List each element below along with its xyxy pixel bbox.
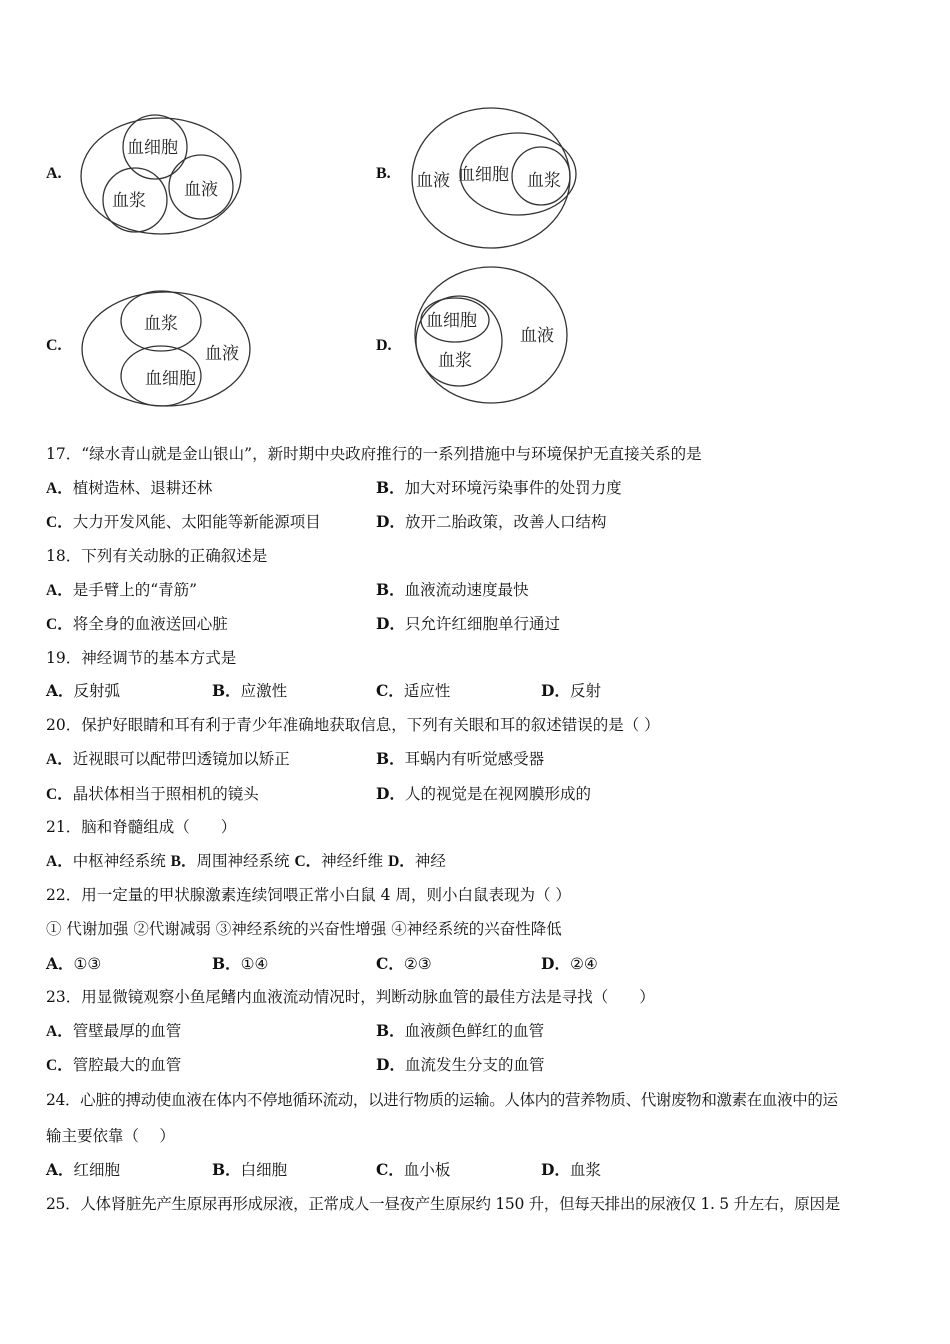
q24-stem-line1: 24．心脏的搏动使血液在体内不停地循环流动，以进行物质的运输。人体内的营养物质、代谢废物和激素在血液中的运 xyxy=(46,1091,838,1109)
diagram-d-cell: 血细胞 xyxy=(426,311,477,331)
q19-option-c: C．适应性 xyxy=(376,681,451,700)
q23-stem: 23．用显微镜观察小鱼尾鳍内血液流动情况时，判断动脉血管的最佳方法是寻找（ ） xyxy=(46,988,655,1006)
diagram-d-liquid: 血液 xyxy=(520,326,554,346)
q23-option-a: A．管壁最厚的血管 xyxy=(46,1022,182,1040)
diagram-b-liquid: 血液 xyxy=(416,171,450,191)
q17-option-a: A．植树造林、退耕还林 xyxy=(46,479,213,497)
q17-stem: 17．“绿水青山就是金山银山”，新时期中央政府推行的一系列措施中与环境保护无直接关系的是 xyxy=(46,445,702,463)
q21-stem: 21．脑和脊髓组成（ ） xyxy=(46,818,237,836)
q24-option-d: D．血浆 xyxy=(541,1160,601,1179)
q17-option-b: B．加大对环境污染事件的处罚力度 xyxy=(376,478,622,497)
q19-option-a: A．反射弧 xyxy=(46,681,121,700)
q17-option-d: D．放开二胎政策，改善人口结构 xyxy=(376,512,607,531)
diagram-a-cell: 血细胞 xyxy=(127,138,178,158)
q20-option-c: C．晶状体相当于照相机的镜头 xyxy=(46,785,259,803)
q22-option-d: D．②④ xyxy=(541,954,598,973)
q22-option-b: B．①④ xyxy=(212,954,269,973)
q18-option-a: A．是手臂上的“青筋” xyxy=(46,581,198,599)
diagram-b xyxy=(410,104,580,254)
diagram-c xyxy=(80,287,260,412)
q24-option-b: B．白细胞 xyxy=(212,1160,288,1179)
diagram-a-liquid: 血液 xyxy=(184,180,218,200)
q24-option-a: A．红细胞 xyxy=(46,1160,121,1179)
q22-option-a: A．①③ xyxy=(46,954,102,973)
diagram-b-cell: 血细胞 xyxy=(458,165,509,185)
q18-stem: 18．下列有关动脉的正确叙述是 xyxy=(46,547,268,565)
diagram-c-cell: 血细胞 xyxy=(145,369,196,389)
q19-option-d: D．反射 xyxy=(541,681,601,700)
q22-statements: ① 代谢加强 ②代谢减弱 ③神经系统的兴奋性增强 ④神经系统的兴奋性降低 xyxy=(46,920,562,938)
q17-option-c: C．大力开发风能、太阳能等新能源项目 xyxy=(46,513,321,531)
q21-options: A．中枢神经系统 B．周围神经系统 C．神经纤维 D．神经 xyxy=(46,852,446,870)
q23-option-d: D．血流发生分支的血管 xyxy=(376,1055,545,1074)
outer-ellipse xyxy=(81,118,241,234)
q22-option-c: C．②③ xyxy=(376,954,432,973)
q22-stem: 22．用一定量的甲状腺激素连续饲喂正常小白鼠 4 周，则小白鼠表现为（ ） xyxy=(46,886,571,904)
diagram-a-plasma: 血浆 xyxy=(112,191,146,211)
q18-option-b: B．血液流动速度最快 xyxy=(376,580,529,599)
plasma-ellipse xyxy=(416,296,502,386)
q20-option-a: A．近视眼可以配带凹透镜加以矫正 xyxy=(46,750,290,768)
q25-stem: 25．人体肾脏先产生原尿再形成尿液，正常成人一昼夜产生原尿约 150 升，但每天排出的尿液仅 1. 5 升左右，原因是 xyxy=(46,1195,840,1213)
option-a-label: A. xyxy=(46,165,62,182)
q23-option-b: B．血液颜色鲜红的血管 xyxy=(376,1021,545,1040)
diagram-b-plasma: 血浆 xyxy=(527,171,561,191)
q19-stem: 19．神经调节的基本方式是 xyxy=(46,649,237,667)
diagram-a xyxy=(78,112,248,242)
option-c-label: C. xyxy=(46,337,62,354)
q20-stem: 20．保护好眼睛和耳有利于青少年准确地获取信息，下列有关眼和耳的叙述错误的是（ ） xyxy=(46,716,660,734)
q18-option-d: D．只允许红细胞单行通过 xyxy=(376,614,560,633)
q24-option-c: C．血小板 xyxy=(376,1160,451,1179)
diagram-d xyxy=(412,264,577,409)
diagram-d-plasma: 血浆 xyxy=(438,351,472,371)
q19-option-b: B．应激性 xyxy=(212,681,288,700)
option-b-label: B. xyxy=(376,165,391,182)
q24-stem-line2: 输主要依靠（ ） xyxy=(46,1127,175,1145)
q20-option-d: D．人的视觉是在视网膜形成的 xyxy=(376,784,591,803)
q18-option-c: C．将全身的血液送回心脏 xyxy=(46,615,228,633)
diagram-c-liquid: 血液 xyxy=(205,344,239,364)
q20-option-b: B．耳蜗内有听觉感受器 xyxy=(376,749,545,768)
diagram-c-plasma: 血浆 xyxy=(144,314,178,334)
q23-option-c: C．管腔最大的血管 xyxy=(46,1056,182,1074)
option-d-label: D. xyxy=(376,337,392,354)
